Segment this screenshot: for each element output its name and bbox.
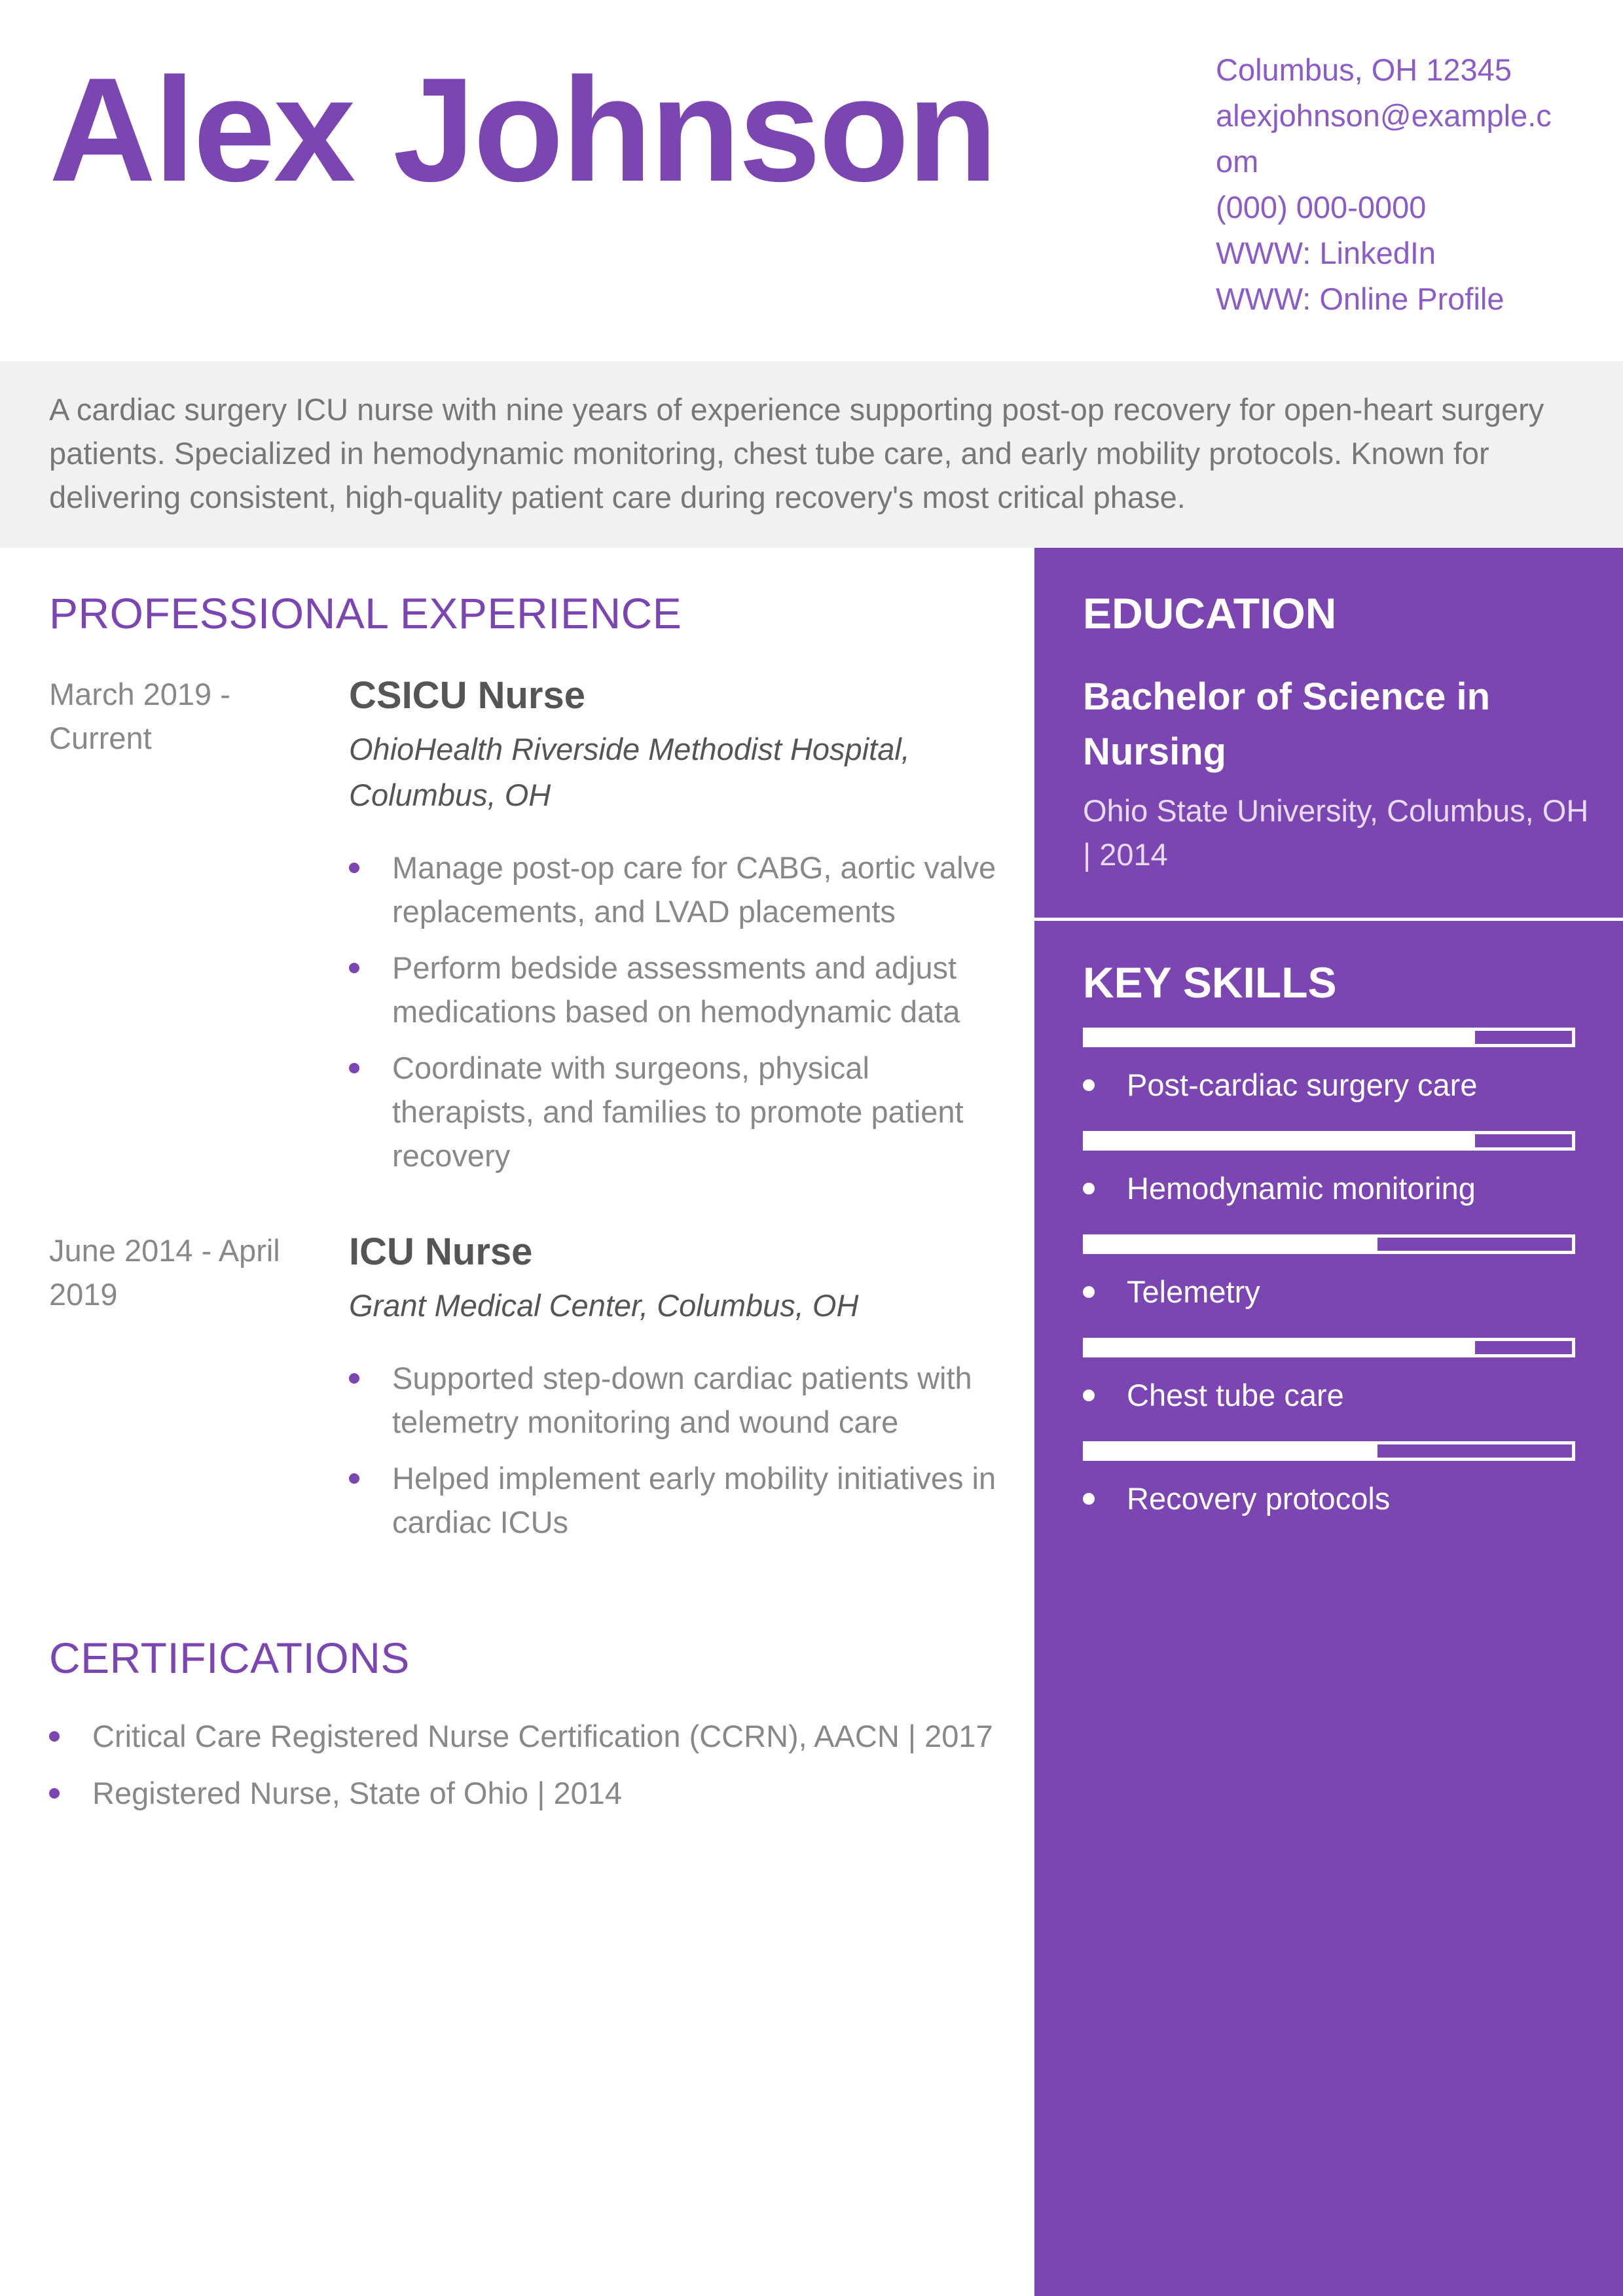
bullet-icon: [1083, 1079, 1095, 1091]
bullet-icon: [49, 1731, 60, 1742]
skill-level-bar: [1083, 1338, 1575, 1357]
list-item: [349, 1046, 1004, 1177]
sidebar-divider: [1034, 918, 1623, 921]
certification-text: Registered Nurse, State of Ohio | 2014: [92, 1776, 623, 1810]
skill-level-bar: [1083, 1028, 1575, 1047]
bullet-icon: [49, 1788, 60, 1799]
skill-level-fill: [1086, 1134, 1475, 1147]
skill-label-row: [1083, 1373, 1344, 1417]
contact-linkedin-link[interactable]: WWW: LinkedIn: [1216, 236, 1436, 270]
contact-location: Columbus, OH 12345: [1216, 52, 1512, 87]
job-bullets: [349, 846, 1004, 1177]
school-info: Ohio State University, Columbus, OH | 2014: [1083, 793, 1589, 872]
list-item: [349, 1356, 1004, 1444]
skill-label: Hemodynamic monitoring: [1127, 1171, 1476, 1206]
contact-phone[interactable]: (000) 000-0000: [1216, 190, 1427, 224]
job-organization: Grant Medical Center, Columbus, OH: [349, 1288, 859, 1323]
bullet-icon: [1083, 1493, 1095, 1505]
bullet-text: Supported step-down cardiac patients with telemetry monitoring and wound care: [392, 1361, 972, 1439]
skill-level-fill: [1086, 1031, 1475, 1044]
candidate-name: Alex Johnson: [49, 46, 996, 212]
bullet-icon: [349, 1063, 359, 1073]
skill-label: Recovery protocols: [1127, 1481, 1391, 1516]
list-item: [49, 1714, 1031, 1758]
resume-header: [0, 0, 1623, 361]
education-heading: EDUCATION: [1083, 589, 1337, 637]
list-item: [349, 946, 1004, 1033]
job-role: ICU Nurse: [349, 1230, 533, 1273]
bullet-icon: [349, 963, 359, 973]
skill-label-row: [1083, 1063, 1477, 1107]
education-section: [1034, 548, 1623, 920]
skill-level-bar: [1083, 1131, 1575, 1151]
list-item: [49, 1771, 1031, 1815]
contact-profile-link[interactable]: WWW: Online Profile: [1216, 281, 1504, 316]
bullet-text: Manage post-op care for CABG, aortic valve replacements, and LVAD placements: [392, 850, 996, 929]
sidebar: [1034, 548, 1623, 2296]
job-details: [349, 1229, 1004, 1556]
job-role: CSICU Nurse: [349, 674, 585, 717]
contact-info: [1216, 47, 1556, 322]
skill-label-row: [1083, 1166, 1476, 1210]
summary-text: A cardiac surgery ICU nurse with nine years of experience supporting post-op recovery for open-heart surgery patients. Specialized in hemodynamic monitoring, chest tube care, and early mobility protocols. Known for delivering consistent, high-quality patient care during recovery's most critical phase.: [49, 392, 1544, 514]
bullet-text: Perform bedside assessments and adjust medications based on hemodynamic data: [392, 950, 960, 1029]
skill-level-bar: [1083, 1234, 1575, 1254]
bullet-text: Coordinate with surgeons, physical therapists, and families to promote patient recovery: [392, 1050, 964, 1173]
job-dates: March 2019 - Current: [49, 677, 230, 755]
bullet-text: Helped implement early mobility initiatives in cardiac ICUs: [392, 1461, 996, 1539]
contact-email[interactable]: alexjohnson@example.com: [1216, 98, 1552, 179]
skill-level-fill: [1086, 1444, 1377, 1458]
job-dates: June 2014 - April 2019: [49, 1233, 280, 1312]
skill-label: Chest tube care: [1127, 1378, 1344, 1412]
skill-label-row: [1083, 1477, 1390, 1520]
skill-label-row: [1083, 1270, 1260, 1314]
bullet-icon: [1083, 1286, 1095, 1298]
certifications-heading: CERTIFICATIONS: [49, 1634, 410, 1682]
skills-heading: KEY SKILLS: [1083, 958, 1337, 1007]
bullet-icon: [349, 1473, 359, 1484]
job-organization: OhioHealth Riverside Methodist Hospital, Columbus, OH: [349, 732, 910, 812]
bullet-icon: [1083, 1183, 1095, 1194]
degree-title: Bachelor of Science in Nursing: [1083, 675, 1491, 773]
list-item: [349, 1456, 1004, 1544]
job-bullets: [349, 1356, 1004, 1544]
experience-heading: PROFESSIONAL EXPERIENCE: [49, 589, 682, 637]
list-item: [349, 846, 1004, 933]
skill-label: Post-cardiac surgery care: [1127, 1067, 1478, 1102]
certifications-list: [49, 1714, 1031, 1828]
certification-text: Critical Care Registered Nurse Certification (CCRN), AACN | 2017: [92, 1719, 993, 1753]
bullet-icon: [1083, 1390, 1095, 1401]
job-details: [349, 672, 1004, 1190]
skill-level-fill: [1086, 1341, 1475, 1354]
skill-level-bar: [1083, 1441, 1575, 1461]
skill-level-fill: [1086, 1238, 1377, 1251]
summary-section: [0, 361, 1623, 548]
bullet-icon: [349, 863, 359, 873]
bullet-icon: [349, 1373, 359, 1384]
skill-label: Telemetry: [1127, 1274, 1260, 1309]
